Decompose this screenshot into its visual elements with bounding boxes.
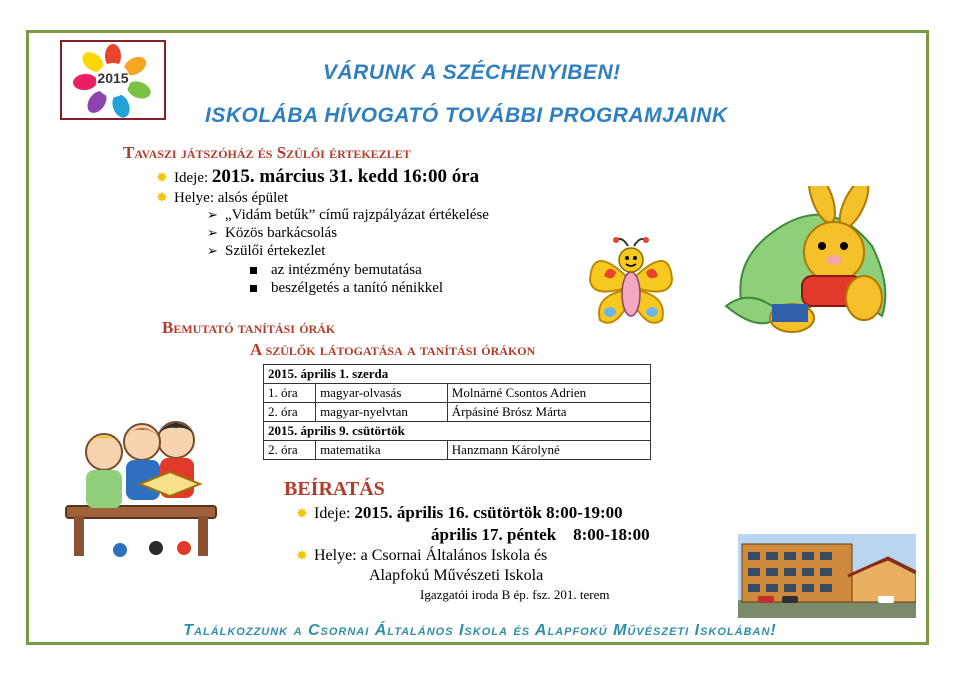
logo-year: 2015 xyxy=(97,70,129,86)
list-item: ➢ Közös barkácsolás xyxy=(207,225,338,241)
arrow-bullet-icon: ➢ xyxy=(207,207,218,222)
list-subitem: az intézmény bemutatása xyxy=(250,262,422,279)
arrow-bullet-icon: ➢ xyxy=(207,243,218,258)
section2-heading: Bemutató tanítási órák xyxy=(162,318,336,337)
table-row: 2. óra matematika Hanzmann Károlyné xyxy=(264,441,651,460)
footer-slogan: Találkozzunk a Csornai Általános Iskola és Alapfokú Művészeti Iskolában! xyxy=(183,622,777,639)
star-bullet-icon: ✸ xyxy=(296,507,308,522)
list-item: ➢ „Vidám betűk” című rajzpályázat értékelése xyxy=(207,207,489,223)
subtitle: ISKOLÁBA HÍVOGATÓ TOVÁBBI PROGRAMJAINK xyxy=(205,104,728,127)
children-reading-illustration xyxy=(60,400,220,560)
star-bullet-icon: ✸ xyxy=(296,549,308,564)
section1-date: ✸ Ideje: 2015. március 31. kedd 16:00 óra xyxy=(156,166,480,187)
table-group-row: 2015. április 1. szerda xyxy=(264,365,651,384)
table-row: 1. óra magyar-olvasás Molnárné Csontos Adrien xyxy=(264,384,651,403)
star-bullet-icon: ✸ xyxy=(156,171,168,186)
star-bullet-icon: ✸ xyxy=(156,191,168,206)
logo-2015 xyxy=(60,40,166,120)
enrollment-date-1: ✸ Ideje: 2015. április 16. csütörtök 8:00-19:00 xyxy=(296,503,623,522)
lessons-table xyxy=(263,364,651,460)
section1-heading: Tavaszi játszóház és Szülői értekezlet xyxy=(123,143,411,162)
square-bullet-icon xyxy=(250,285,257,292)
section3-heading: BEÍRATÁS xyxy=(284,478,385,500)
list-item: ➢ Szülői értekezlet xyxy=(207,243,326,259)
table-group-row: 2015. április 9. csütörtök xyxy=(264,422,651,441)
enrollment-room: Igazgatói iroda B ép. fsz. 201. terem xyxy=(420,587,610,602)
square-bullet-icon xyxy=(250,267,257,274)
main-title: VÁRUNK A SZÉCHENYIBEN! xyxy=(323,61,621,84)
section1-place: ✸ Helye: alsós épület xyxy=(156,190,289,206)
enrollment-place-2: Alapfokú Művészeti Iskola xyxy=(369,567,544,584)
table-row: 2. óra magyar-nyelvtan Árpásiné Brósz Márta xyxy=(264,403,651,422)
arrow-bullet-icon: ➢ xyxy=(207,225,218,240)
section2-subheading: A szülők látogatása a tanítási órákon xyxy=(250,340,536,359)
enrollment-date-2: április 17. péntek 8:00-18:00 xyxy=(431,525,650,544)
bunny-illustration xyxy=(722,186,900,346)
enrollment-place: ✸ Helye: a Csornai Általános Iskola és xyxy=(296,547,548,564)
list-subitem: beszélgetés a tanító nénikkel xyxy=(250,280,443,297)
butterfly-illustration xyxy=(586,236,676,332)
school-building-photo xyxy=(738,534,916,618)
